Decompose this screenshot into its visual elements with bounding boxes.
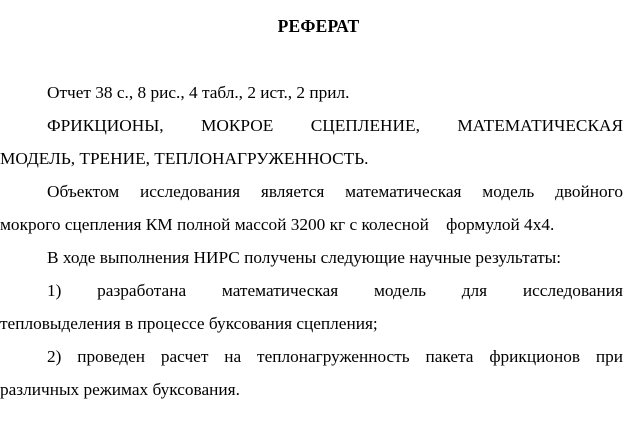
result-2-line-2: различных режимах буксования. (0, 380, 240, 399)
result-1-paragraph (0, 274, 623, 340)
research-object-line-1: Объектом исследования является математическая модель двойного (47, 182, 623, 201)
result-1-line-1: 1) разработана математическая модель для исследования (47, 281, 623, 300)
results-intro-paragraph (0, 241, 623, 274)
research-object-paragraph (0, 175, 623, 241)
keywords-paragraph (0, 109, 623, 175)
report-stats-paragraph (0, 76, 623, 109)
results-intro-text: В ходе выполнения НИРС получены следующие научные результаты: (47, 248, 562, 267)
keywords-line-1: ФРИКЦИОНЫ, МОКРОЕ СЦЕПЛЕНИЕ, МАТЕМАТИЧЕСКАЯ (47, 116, 623, 135)
keywords-line-2: МОДЕЛЬ, ТРЕНИЕ, ТЕПЛОНАГРУЖЕННОСТЬ. (0, 149, 369, 168)
report-stats-text: Отчет 38 с., 8 рис., 4 табл., 2 ист., 2 прил. (47, 83, 350, 102)
document-title: РЕФЕРАТ (277, 16, 360, 36)
result-1-line-2: тепловыделения в процессе буксования сцепления; (0, 314, 378, 333)
result-2-paragraph (0, 340, 623, 406)
result-2-line-1: 2) проведен расчет на теплонагруженность пакета фрикционов при (47, 347, 623, 366)
research-object-line-2: мокрого сцепления КМ полной массой 3200 кг с колесной формулой 4х4. (0, 215, 555, 234)
